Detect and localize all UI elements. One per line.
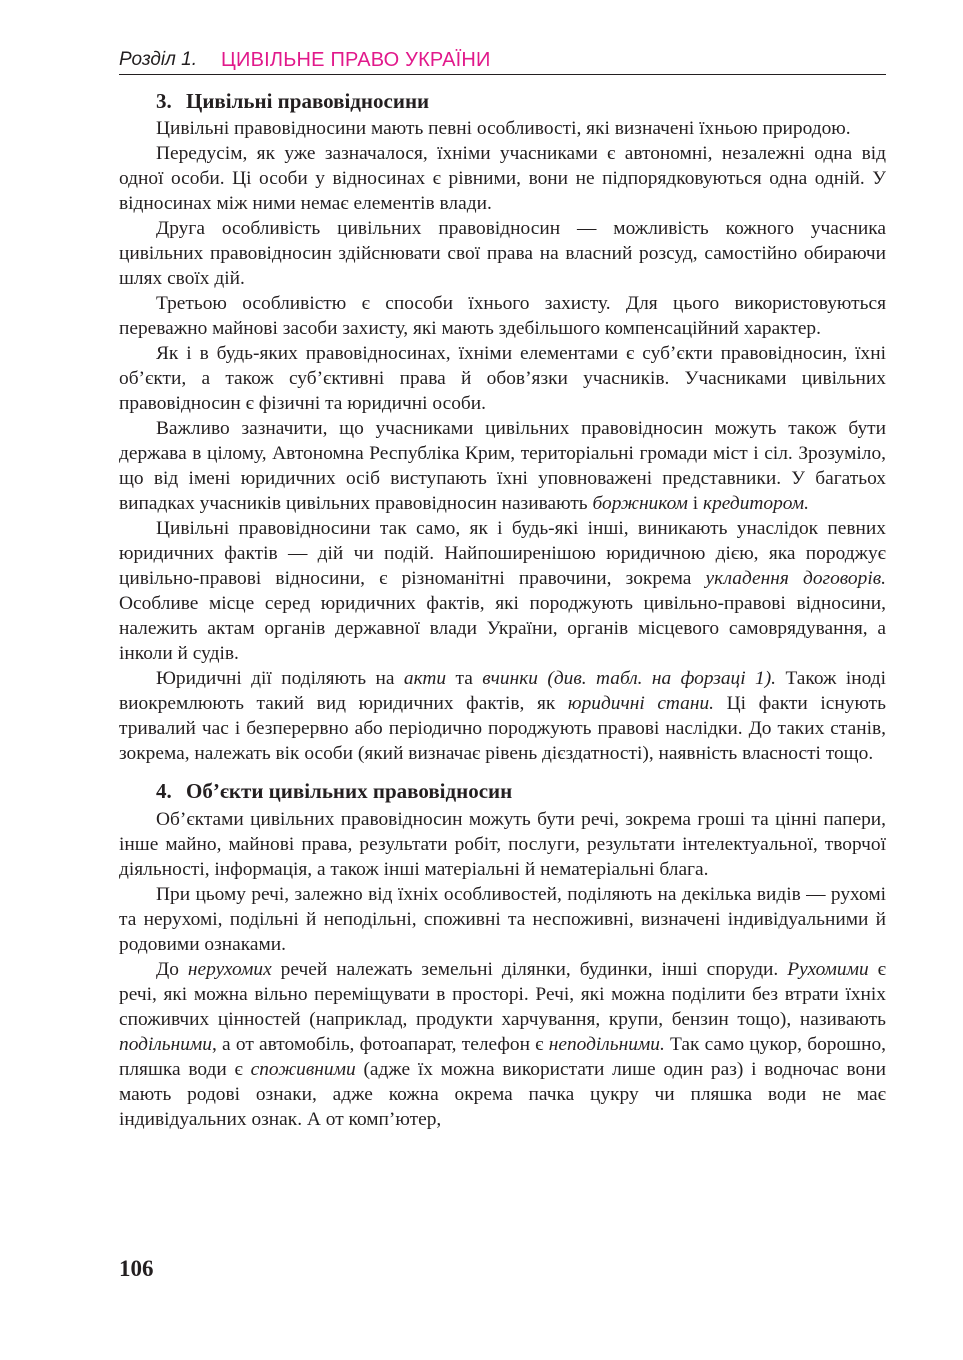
emphasis-text: юридичні стани. — [567, 693, 715, 714]
emphasis-text: кредитором. — [703, 493, 809, 514]
section-number: 3. — [156, 89, 172, 113]
section-heading — [119, 778, 886, 804]
body-paragraph: Цивільні правовідносини мають певні особливості, які визначені їхньою природою. — [156, 118, 851, 139]
body-paragraph: Друга особливість цивільних правовідносин — можливість кожного учасника цивільних правовідносин здійснювати свої права на власний розсуд, самостійно обираючи шлях своїх дій. — [119, 218, 886, 289]
body-paragraph: Важливо зазначити, що учасниками цивільних правовідносин можуть також бути держава в цілому, Автономна Республіка Крим, територіальні громади міст і сіл. Зрозуміло, що від імені юридичних осіб виступають їхні уповноважені представники. У багатьох випадках учасників цивільних правовідносин називають боржником і кредитором. — [119, 418, 886, 514]
section-title: Цивільні правовідносини — [186, 89, 430, 113]
page-number: 106 — [119, 1256, 154, 1281]
emphasis-text: вчинки (див. табл. на форзаці 1). — [482, 668, 777, 689]
body-paragraph: Як і в будь-яких правовідносинах, їхніми елементами є суб’єкти правовідносин, їхні об’єкти, а також суб’єктивні права й обов’язки учасників. Учасниками цивільних правовідносин є фізичні та юридичні особи. — [119, 343, 886, 414]
emphasis-text: неподільними. — [548, 1034, 665, 1055]
body-paragraph: До нерухомих речей належать земельні ділянки, будинки, інші споруди. Рухомими є речі, які можна вільно переміщувати в просторі. Речі, які можна поділити без втрати їхніх споживчих цінностей (наприклад, продукти харчування, крупи, бензин тощо), називають подільними, а от автомобіль, фотоапарат, телефон є неподільними. Так само цукор, борошно, пляшка води є споживними (адже їх можна використати лише один раз) і водночас вони мають родові ознаки, адже кожна окрема пачка цукру чи пляшка води не має індивідуальних ознак. А от комп’ютер, — [119, 959, 887, 1130]
emphasis-text: подільними — [119, 1034, 212, 1055]
section-body — [119, 807, 886, 1132]
body-paragraph: Юридичні дії поділяють на акти та вчинки (див. табл. на форзаці 1). Також іноді виокремлюють такий вид юридичних фактів, як юридичні стани. Ці факти існують тривалий час і безперервно або періодично породжують правові наслідки. До таких станів, зокрема, належать вік особи (який визначає рівень дієздатності), наявність власності тощо. — [119, 668, 887, 764]
emphasis-text: нерухомих — [187, 959, 272, 980]
emphasis-text: боржником — [592, 493, 688, 514]
body-paragraph: Передусім, як уже зазначалося, їхніми учасниками є автономні, незалежні одна від одної особи. Ці особи у відносинах є рівними, вони не підпорядковуються одна одній. У відносинах між ними немає елементів влади. — [119, 143, 886, 214]
chapter-title: ЦИВІЛЬНЕ ПРАВО УКРАЇНИ — [221, 49, 491, 71]
page-body — [119, 88, 886, 1132]
emphasis-text: акти — [403, 668, 447, 689]
emphasis-text: споживними — [250, 1059, 356, 1080]
body-paragraph: Цивільні правовідносини так само, як і будь-які інші, виникають унаслідок певних юридичних фактів — дій чи подій. Найпоширенішою юридичною дією, яка породжує цивільно-правові відносини, є різноманітні правочини, зокрема укладення договорів. Особливе місце серед юридичних фактів, які породжують цивільно-правові відносини, належить актам органів державної влади України, органів місцевого самоврядування, а інколи й судів. — [119, 518, 886, 664]
section-number: 4. — [156, 779, 172, 803]
section-body — [119, 116, 886, 766]
section-title: Об’єкти цивільних правовідносин — [186, 779, 513, 803]
chapter-label: Розділ 1. — [119, 49, 197, 70]
body-paragraph: Об’єктами цивільних правовідносин можуть бути речі, зокрема гроші та цінні папери, інше майно, майнові права, результати робіт, послуги, результати інтелектуальної, творчої діяльності, інформація, а також інші матеріальні й нематеріальні блага. — [119, 809, 886, 880]
running-header — [119, 48, 886, 75]
emphasis-text: укладення договорів. — [705, 568, 886, 589]
section-heading — [119, 88, 886, 114]
body-paragraph: При цьому речі, залежно від їхніх особливостей, поділяють на декілька видів — рухомі та нерухомі, подільні й неподільні, споживні та неспоживні, визначені індивідуальними й родовими ознаками. — [119, 884, 886, 955]
body-paragraph: Третьою особливістю є способи їхнього захисту. Для цього використовуються переважно майнові засоби захисту, які мають здебільшого компенсаційний характер. — [119, 293, 886, 339]
emphasis-text: Рухомими — [787, 959, 869, 980]
